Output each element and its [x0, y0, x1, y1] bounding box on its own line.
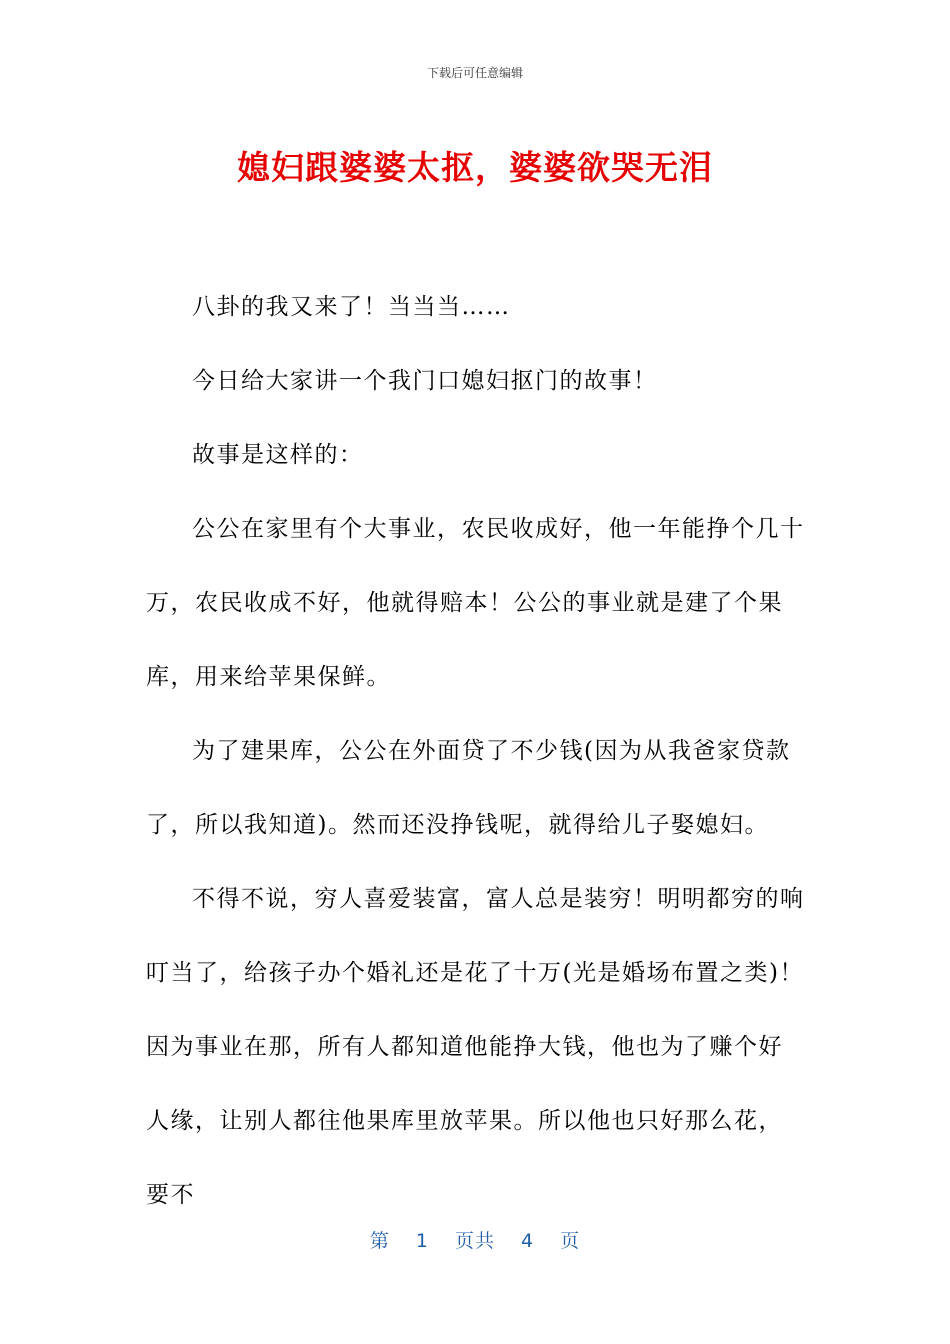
page-label-suffix: 页: [560, 1230, 581, 1252]
paragraph: 故事是这样的：: [192, 442, 364, 468]
page-total: 4: [521, 1230, 535, 1252]
paragraph: 八卦的我又来了！当当当……: [192, 294, 511, 320]
paragraph: 公公在家里有个大事业，农民收成好，他一年能挣个几十万，农民收成不好，他就得赔本！公公的事业就是建了个果库，用来给苹果保鲜。: [146, 516, 805, 690]
header-note: 下载后可任意编辑: [426, 66, 523, 80]
page-label-prefix: 第: [369, 1230, 390, 1252]
document-body: [146, 270, 806, 1232]
paragraph: 为了建果库，公公在外面贷了不少钱(因为从我爸家贷款了，所以我知道)。然而还没挣钱呢，就得给儿子娶媳妇。: [146, 738, 791, 838]
page-footer: [0, 1226, 950, 1253]
paragraph: 不得不说，穷人喜爱装富，富人总是装穷！明明都穷的响叮当了，给孩子办个婚礼还是花了十万(光是婚场布置之类)！: [146, 886, 805, 986]
paragraph: 因为事业在那，所有人都知道他能挣大钱，他也为了赚个好人缘，让别人都往他果库里放苹果。所以他也只好那么花，要不: [146, 1034, 783, 1208]
document-title: 媳妇跟婆婆太抠，婆婆欲哭无泪: [237, 148, 713, 187]
page-current: 1: [415, 1230, 429, 1252]
page-label-mid: 页共: [454, 1230, 495, 1252]
paragraph: 今日给大家讲一个我门口媳妇抠门的故事！: [192, 368, 658, 394]
